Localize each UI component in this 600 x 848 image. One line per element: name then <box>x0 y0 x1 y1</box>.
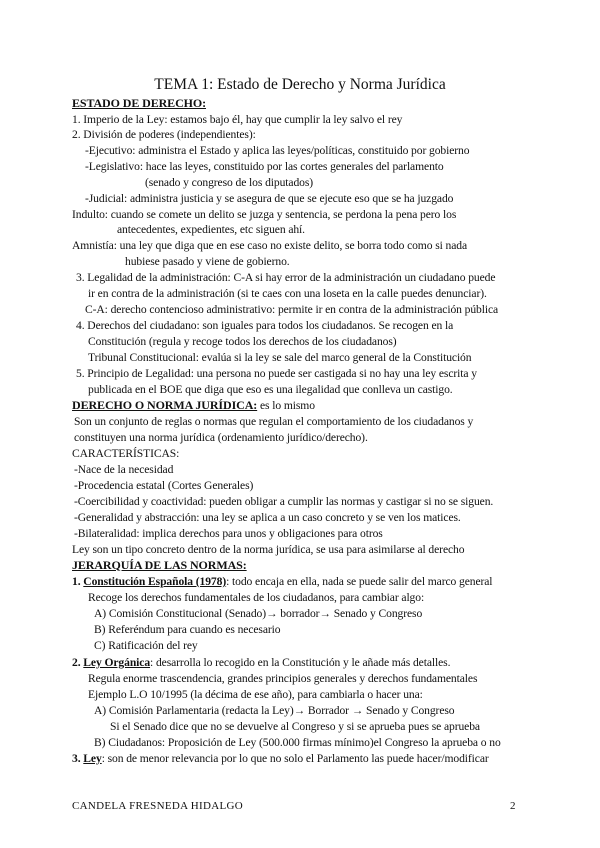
list-item-title: Ley Orgánica <box>83 656 151 669</box>
text-line: Si el Senado dice que no se devuelve al Congreso y si se aprueba pues se aprueba <box>110 720 480 733</box>
list-item-text: : todo encaja en ella, nada se puede salir del marco general <box>226 575 493 588</box>
text-line: -Nace de la necesidad <box>74 463 174 476</box>
list-number: 1. <box>72 575 84 588</box>
list-item-constitucion <box>72 574 492 589</box>
list-number: 2. <box>72 656 84 669</box>
text-line: Ejemplo L.O 10/1995 (la décima de ese año), para cambiarla o hacer una: <box>88 688 423 701</box>
text-line: C-A: derecho contencioso administrativo: permite ir en contra de la administración pública <box>85 303 499 316</box>
section-heading-estado-de-derecho: ESTADO DE DERECHO: <box>72 96 206 110</box>
list-item-text: : son de menor relevancia por lo que no solo el Parlamento las puede hacer/modificar <box>101 752 489 765</box>
text-line: A) Comisión Constitucional (Senado)→ borrador→ Senado y Congreso <box>94 607 423 620</box>
list-number: 3. <box>72 752 84 765</box>
text-line: 3. Legalidad de la administración: C-A si hay error de la administración un ciudadano puede <box>76 271 496 284</box>
text-line: 1. Imperio de la Ley: estamos bajo él, hay que cumplir la ley salvo el rey <box>72 113 403 126</box>
list-item-title: Constitución Española (1978) <box>83 575 227 588</box>
text-line: 4. Derechos del ciudadano: son iguales para todos los ciudadanos. Se recogen en la <box>76 319 454 332</box>
page-title: TEMA 1: Estado de Derecho y Norma Jurídica <box>154 76 446 93</box>
text-line: -Ejecutivo: administra el Estado y aplica las leyes/políticas, constituido por gobierno <box>85 144 470 157</box>
text-line: -Bilateralidad: implica derechos para unos y obligaciones para otros <box>74 527 383 540</box>
text-line: 2. División de poderes (independientes): <box>72 128 256 141</box>
text-line: 5. Principio de Legalidad: una persona no puede ser castigada si no hay una ley escrita y <box>76 367 477 380</box>
section-heading-derecho-o-norma <box>72 398 315 413</box>
text-line: -Procedencia estatal (Cortes Generales) <box>74 479 254 492</box>
text-line: Ley son un tipo concreto dentro de la norma jurídica, se usa para asimilarse al derecho <box>72 543 465 556</box>
list-item-ley-organica <box>72 655 450 670</box>
text-line: Amnistía: una ley que diga que en ese caso no existe delito, se borra todo como si nada <box>72 239 468 252</box>
text-line: publicada en el BOE que diga que eso es una ilegalidad que conlleva un castigo. <box>88 383 453 396</box>
text-line: antecedentes, expedientes, etc siguen ahí. <box>117 223 305 236</box>
text-line: Constitución (regula y recoge todos los derechos de los ciudadanos) <box>88 335 397 348</box>
section-heading-label: DERECHO O NORMA JURÍDICA: <box>72 398 258 412</box>
text-line: hubiese pasado y viene de gobierno. <box>125 255 290 268</box>
text-line: (senado y congreso de los diputados) <box>145 176 314 189</box>
section-heading-tail: es lo mismo <box>257 399 315 412</box>
text-line: -Generalidad y abstracción: una ley se aplica a un caso concreto y se ven los matices. <box>74 511 461 524</box>
text-line: A) Comisión Parlamentaria (redacta la Ley)→ Borrador → Senado y Congreso <box>94 704 455 717</box>
footer-page-number: 2 <box>510 800 516 812</box>
text-line: Son un conjunto de reglas o normas que regulan el comportamiento de los ciudadanos y <box>74 415 474 428</box>
text-line: Tribunal Constitucional: evalúa si la ley se sale del marco general de la Constitución <box>88 351 472 364</box>
text-line: CARACTERÍSTICAS: <box>72 447 180 460</box>
text-line: -Coercibilidad y coactividad: pueden obligar a cumplir las normas y castigar si no se siguen. <box>74 495 494 508</box>
section-heading-jerarquia: JERARQUÍA DE LAS NORMAS: <box>72 558 247 572</box>
text-line: B) Ciudadanos: Proposición de Ley (500.000 firmas mínimo)el Congreso la aprueba o no <box>94 736 501 749</box>
text-line: Indulto: cuando se comete un delito se juzga y sentencia, se perdona la pena pero los <box>72 208 457 221</box>
text-line: ir en contra de la administración (si te caes con una loseta en la calle puedes denunciar). <box>88 287 487 300</box>
list-item-text: : desarrolla lo recogido en la Constitución y le añade más detalles. <box>150 656 451 669</box>
text-line: -Legislativo: hace las leyes, constituido por las cortes generales del parlamento <box>85 160 444 173</box>
text-line: Regula enorme trascendencia, grandes principios generales y derechos fundamentales <box>88 672 478 685</box>
list-item-ley <box>72 751 489 766</box>
text-line: -Judicial: administra justicia y se asegura de que se ejecute eso que se ha juzgado <box>85 192 454 205</box>
text-line: constituyen una norma jurídica (ordenamiento jurídico/derecho). <box>74 431 368 444</box>
text-line: C) Ratificación del rey <box>94 639 198 652</box>
list-item-title: Ley <box>83 752 102 765</box>
text-line: B) Referéndum para cuando es necesario <box>94 623 281 636</box>
footer-author: CANDELA FRESNEDA HIDALGO <box>72 800 243 812</box>
text-line: Recoge los derechos fundamentales de los ciudadanos, para cambiar algo: <box>88 591 425 604</box>
